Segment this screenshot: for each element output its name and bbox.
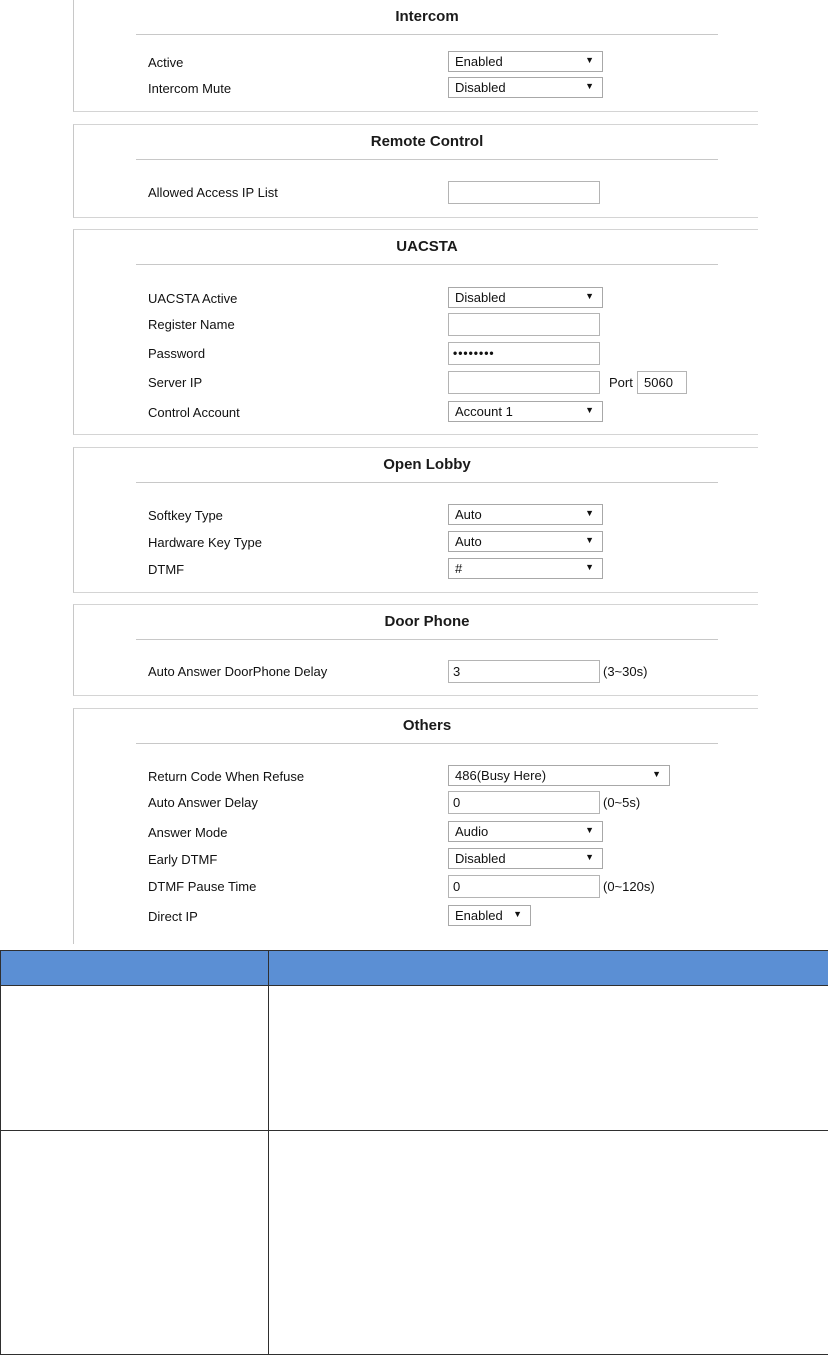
dtmf-row	[74, 558, 759, 584]
open-lobby-title: Open Lobby	[136, 456, 718, 483]
table-row	[1, 1131, 828, 1355]
chevron-down-icon: ▼	[585, 55, 594, 65]
control-account-label: Control Account	[148, 405, 240, 420]
auto-answer-delay-label: Auto Answer Delay	[148, 795, 258, 810]
hardware-key-type-value: Auto	[455, 534, 482, 549]
auto-answer-delay-row	[74, 791, 759, 817]
chevron-down-icon: ▼	[585, 852, 594, 862]
door-phone-panel	[73, 604, 758, 696]
description-table	[0, 950, 828, 1355]
chevron-down-icon: ▼	[652, 769, 661, 779]
server-ip-input[interactable]	[448, 371, 600, 394]
table-cell	[1, 986, 269, 1131]
auto-answer-delay-input[interactable]: 0	[448, 791, 600, 814]
port-label: Port	[609, 375, 633, 390]
password-row	[74, 342, 759, 368]
return-code-value: 486(Busy Here)	[455, 768, 547, 783]
intercom-title: Intercom	[136, 8, 718, 35]
register-name-label: Register Name	[148, 317, 235, 332]
dtmf-pause-input[interactable]: 0	[448, 875, 600, 898]
auto-answer-delay-hint: (0~5s)	[603, 795, 641, 810]
chevron-down-icon: ▼	[585, 508, 594, 518]
answer-mode-value: Audio	[455, 824, 489, 839]
control-account-value: Account 1	[455, 404, 513, 419]
table-cell	[269, 1131, 828, 1355]
table-header-row	[1, 951, 828, 986]
uacsta-active-value: Disabled	[455, 290, 506, 305]
control-account-select[interactable]	[448, 401, 603, 422]
dtmf-label: DTMF	[148, 562, 185, 577]
remote-control-panel	[73, 124, 758, 218]
table-row	[1, 986, 828, 1131]
intercom-mute-label: Intercom Mute	[148, 81, 232, 96]
intercom-mute-value: Disabled	[455, 80, 506, 95]
password-input[interactable]: ••••••••	[448, 342, 600, 365]
chevron-down-icon: ▼	[585, 291, 594, 301]
uacsta-title: UACSTA	[136, 238, 718, 265]
chevron-down-icon: ▼	[585, 405, 594, 415]
doorphone-delay-label: Auto Answer DoorPhone Delay	[148, 664, 328, 679]
doorphone-delay-row	[74, 660, 759, 686]
dtmf-select[interactable]	[448, 558, 603, 579]
intercom-panel	[73, 0, 758, 112]
chevron-down-icon: ▼	[585, 535, 594, 545]
chevron-down-icon: ▼	[513, 909, 522, 919]
intercom-active-select[interactable]	[448, 51, 603, 72]
answer-mode-select[interactable]	[448, 821, 603, 842]
softkey-type-row	[74, 504, 759, 530]
dtmf-value: #	[455, 561, 463, 576]
intercom-mute-select[interactable]	[448, 77, 603, 98]
hardware-key-type-select[interactable]	[448, 531, 603, 552]
chevron-down-icon: ▼	[585, 562, 594, 572]
doorphone-delay-hint: (3~30s)	[603, 664, 648, 679]
port-input[interactable]: 5060	[637, 371, 687, 394]
intercom-active-value: Enabled	[455, 54, 503, 69]
allowed-ip-row	[74, 181, 759, 207]
return-code-row	[74, 765, 759, 791]
allowed-ip-input[interactable]	[448, 181, 600, 204]
door-phone-title: Door Phone	[136, 613, 718, 640]
uacsta-panel	[73, 229, 758, 435]
table-header-cell	[1, 951, 269, 986]
softkey-type-label: Softkey Type	[148, 508, 223, 523]
answer-mode-label: Answer Mode	[148, 825, 228, 840]
early-dtmf-label: Early DTMF	[148, 852, 218, 867]
dtmf-pause-row	[74, 875, 759, 901]
uacsta-active-row	[74, 287, 759, 313]
early-dtmf-value: Disabled	[455, 851, 506, 866]
open-lobby-panel	[73, 447, 758, 593]
direct-ip-label: Direct IP	[148, 909, 198, 924]
allowed-ip-label: Allowed Access IP List	[148, 185, 278, 200]
register-name-input[interactable]	[448, 313, 600, 336]
intercom-mute-row	[74, 77, 759, 103]
return-code-label: Return Code When Refuse	[148, 769, 305, 784]
hardware-key-type-row	[74, 531, 759, 557]
others-title: Others	[136, 717, 718, 744]
password-label: Password	[148, 346, 206, 361]
dtmf-pause-label: DTMF Pause Time	[148, 879, 257, 894]
hardware-key-type-label: Hardware Key Type	[148, 535, 262, 550]
register-name-row	[74, 313, 759, 339]
table-header-cell	[269, 951, 828, 986]
early-dtmf-row	[74, 848, 759, 874]
direct-ip-value: Enabled	[455, 908, 503, 923]
dtmf-pause-hint: (0~120s)	[603, 879, 655, 894]
doorphone-delay-input[interactable]: 3	[448, 660, 600, 683]
answer-mode-row	[74, 821, 759, 847]
softkey-type-select[interactable]	[448, 504, 603, 525]
early-dtmf-select[interactable]	[448, 848, 603, 869]
chevron-down-icon: ▼	[585, 825, 594, 835]
server-ip-row	[74, 371, 759, 397]
server-ip-label: Server IP	[148, 375, 203, 390]
control-account-row	[74, 401, 759, 427]
chevron-down-icon: ▼	[585, 81, 594, 91]
return-code-select[interactable]	[448, 765, 670, 786]
uacsta-active-label: UACSTA Active	[148, 291, 238, 306]
direct-ip-select[interactable]	[448, 905, 531, 926]
direct-ip-row	[74, 905, 759, 931]
uacsta-active-select[interactable]	[448, 287, 603, 308]
intercom-active-label: Active	[148, 55, 184, 70]
table-cell	[1, 1131, 269, 1355]
softkey-type-value: Auto	[455, 507, 482, 522]
others-panel	[73, 708, 758, 944]
remote-control-title: Remote Control	[136, 133, 718, 160]
table-cell	[269, 986, 828, 1131]
intercom-active-row	[74, 51, 759, 77]
